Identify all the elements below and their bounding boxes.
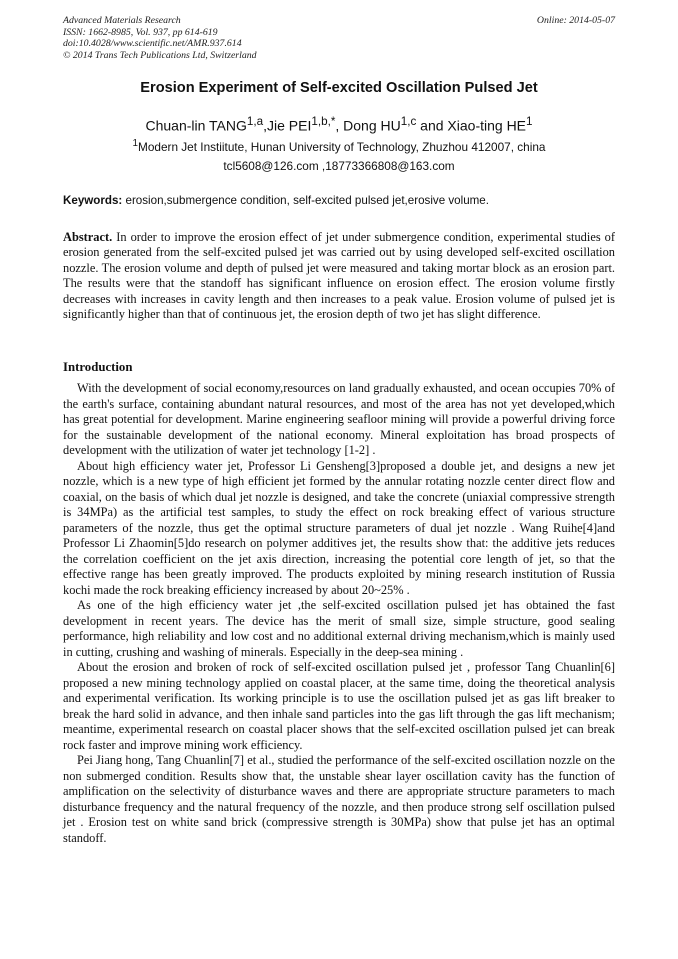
journal-header [63,15,615,61]
author-name: , Dong HU [335,117,401,134]
author-name: ,Jie PEI [263,117,312,134]
author-affil-marker: 1,c [400,115,417,128]
author-affil-marker: 1 [526,115,533,128]
introduction-body [63,381,615,846]
paper-title: Erosion Experiment of Self-excited Oscillation Pulsed Jet [140,80,538,96]
author-name: and Xiao-ting HE [416,117,527,134]
abstract-label: Abstract. [63,230,113,244]
keywords-label: Keywords: [63,194,123,207]
journal-name: Advanced Materials Research [63,15,181,26]
section-heading-introduction: Introduction [63,360,133,374]
affiliation-text: Modern Jet Instiitute, Hunan University of Technology, Zhuzhou 412007, china [138,139,546,154]
affiliation [0,138,678,154]
author-affil-marker: 1,b,* [311,115,336,128]
intro-paragraph: About the erosion and broken of rock of self-excited oscillation pulsed jet , professor Tang Chuanlin[6] proposed a new mining technology applied on coastal placer, at the same time, doing the theoretical analysis and experimental verification. Its working principle is to use the oscillation pulsed jet as gas lift breaker to break the hard solid in advance, and then inhale sand particles into the gas lift through the gas lift mechanism; meantime, experimental research on coastal placer shows that the self-excited oscillation pulsed jet can break rock faster and improve mining work efficiency. [63,660,615,752]
copyright-line: © 2014 Trans Tech Publications Ltd, Switzerland [63,49,257,61]
keywords-text: erosion,submergence condition, self-excited pulsed jet,erosive volume. [122,194,489,207]
online-date: Online: 2014-05-07 [536,15,615,26]
doi-line: doi:10.4028/www.scientific.net/AMR.937.614 [63,38,242,50]
intro-paragraph: About high efficiency water jet, Professor Li Gensheng[3]proposed a double jet, and designs a new jet nozzle, which is a new type of high efficient jet formed by the annular rotating nozzle center direct flow and coaxial, on the basis of which dual jet nozzle is designed, and take the concrete (uniaxial compressive strength is 34MPa) as the artificial test samples, to study the effect on rock breaking effect of various structure parameters of the nozzle, thus get the optimal structure parameters of dual jet nozzle . Wang Ruihe[4]and Professor Li Zhaomin[5]do research on polymer additives jet, the results show that: the additive jets reduces the correlation coefficient on the jet axis direction, increasing the potential core length of jet, so that the effective range has been greatly improved. The products exploited by mining research institution of Russia kochi made the rock breaking efficiency increased by about 20~25% . [63,458,615,597]
author-name: Chuan-lin TANG [145,117,247,134]
abstract-text: In order to improve the erosion effect of jet under submergence condition, experimental studies of erosion generated from the self-excited pulsed jet was carried out by using developed self-excited oscillation nozzle. The erosion volume and depth of pulsed jet were measured and taking mortar block as an erosion part. The results were that the standoff has significant influence on erosion effect. The erosion volume firstly decreases with increases in cavity length and then increases to a peak value. Erosion volume of pulsed jet is significantly higher than that of continuous jet, the erosion depth of two jet has slight difference. [63,230,615,322]
affiliation-marker: 1 [132,138,138,149]
abstract [63,230,615,322]
author-emails: tcl5608@126.com ,18773366808@163.com [223,159,455,173]
issn-line: ISSN: 1662-8985, Vol. 937, pp 614-619 [63,26,218,38]
author-affil-marker: 1,a [246,115,264,128]
author-list [0,115,678,134]
intro-paragraph: Pei Jiang hong, Tang Chuanlin[7] et al., studied the performance of the self-excited oscillation nozzle on the non submerged condition. Results show that, the unstable shear layer oscillation cavity has the function of amplification on the selectivity of disturbance waves and there are appropriate structure parameters to mach disturbance frequency and the natural frequency of the nozzle, and then produce strong self oscillation pulsed jet . Erosion test on white sand brick (compressive strength is 30MPa) show that pulse jet has an optimal standoff. [63,753,615,845]
intro-paragraph: With the development of social economy,resources on land gradually exhausted, and ocean occupies 70% of the earth's surface, containing abundant natural resources, and most of the area has not yet developed,which has great potential for development. Marine engineering seafloor mining will provide a powerful driving force for the sustainable development of the national economy. Mineral exploitation has broad prospects of development with the utilization of water jet technology [1-2] . [63,381,615,457]
keywords [63,194,615,207]
intro-paragraph: As one of the high efficiency water jet ,the self-excited oscillation pulsed jet has obtained the fast development in recent years. The device has the merit of small size, simple structure, good sealing performance, high reliability and low cost and no additional external driving mechanism,which is mainly used in cutting, crushing and washing of minerals. Especially in the deep-sea mining . [63,598,615,659]
